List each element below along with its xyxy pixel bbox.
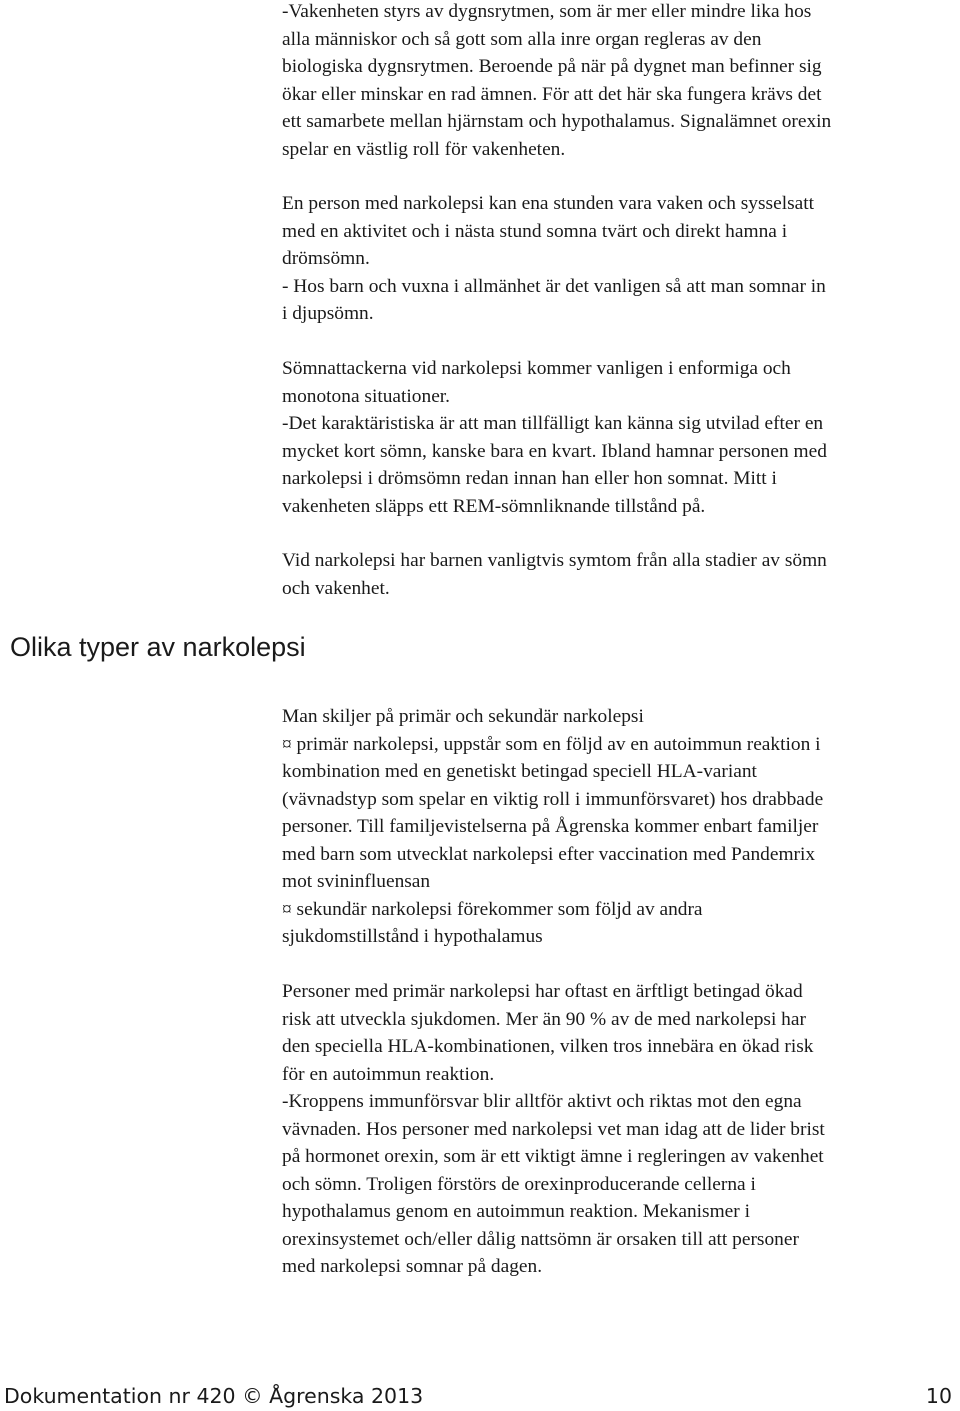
text-line: för en autoimmun reaktion. <box>282 1063 495 1085</box>
text-line: En person med narkolepsi kan ena stunden vara vaken och sysselsatt <box>282 193 815 214</box>
text-line: Vid narkolepsi har barnen vanligtvis symtom från alla stadier av sömn <box>282 550 827 571</box>
section-heading: Olika typer av narkolepsi <box>10 632 306 662</box>
text-line: hypothalamus genom en autoimmun reaktion. Mekanismer i <box>282 1201 750 1222</box>
text-line: personer. Till familjevistelserna på Ågrenska kommer enbart familjer <box>282 816 819 837</box>
text-line: och vakenhet. <box>282 577 390 599</box>
text-line: vävnaden. Hos personer med narkolepsi vet man idag att de lider brist <box>282 1118 825 1140</box>
paragraph-primary-narcolepsy <box>282 978 958 1281</box>
page-number: 10 <box>925 1384 952 1408</box>
text-line: (vävnadstyp som spelar en viktig roll i immunförsvaret) hos drabbade <box>282 788 824 810</box>
text-line: med narkolepsi somnar på dagen. <box>282 1256 543 1277</box>
paragraph-circadian <box>282 0 960 163</box>
paragraph-narcolepsy-types <box>282 703 958 951</box>
text-line: -Kroppens immunförsvar blir alltför aktivt och riktas mot den egna <box>282 1091 802 1112</box>
text-line: Personer med primär narkolepsi har oftast en ärftligt betingad ökad <box>282 981 803 1002</box>
list-item: ¤ sekundär narkolepsi förekommer som följd av andra <box>282 898 703 920</box>
text-line: sjukdomstillstånd i hypothalamus <box>282 926 543 947</box>
text-line: och sömn. Troligen förstörs de orexinproducerande cellerna i <box>282 1173 756 1195</box>
text-line: med barn som utvecklat narkolepsi efter vaccination med Pandemrix <box>282 843 816 865</box>
text-line: kombination med en genetiskt betingad speciell HLA-variant <box>282 761 757 782</box>
text-line: ökar eller minskar en rad ämnen. För att det här ska fungera krävs det <box>282 83 822 105</box>
text-line: narkolepsi i drömsömn redan innan han eller hon somnat. Mitt i <box>282 468 777 489</box>
text-line: Man skiljer på primär och sekundär narkolepsi <box>282 706 644 727</box>
text-line: vakenheten släpps ett REM-sömnliknande tillstånd på. <box>282 495 706 517</box>
text-line: drömsömn. <box>282 248 370 269</box>
text-line: mot svininfluensan <box>282 871 431 892</box>
text-line: ett samarbete mellan hjärnstam och hypothalamus. Signalämnet orexin <box>282 111 832 132</box>
text-line: spelar en västlig roll för vakenheten. <box>282 138 566 160</box>
text-line: monotona situationer. <box>282 385 451 407</box>
text-line: med en aktivitet och i nästa stund somna tvärt och direkt hamna i <box>282 220 788 242</box>
text-line: - Hos barn och vuxna i allmänhet är det vanligen så att man somnar in <box>282 275 826 297</box>
footer-document-info: Dokumentation nr 420 © Ågrenska 2013 <box>4 1384 424 1408</box>
paragraph-children-symptoms <box>282 547 958 602</box>
text-line: biologiska dygnsrytmen. Beroende på när på dygnet man befinner sig <box>282 56 822 77</box>
text-line: på hormonet orexin, som är ett viktigt ämne i regleringen av vakenhet <box>282 1146 824 1167</box>
text-line: den speciella HLA-kombinationen, vilken tros innebära en ökad risk <box>282 1036 814 1057</box>
text-line: -Det karaktäristiska är att man tillfälligt kan känna sig utvilad efter en <box>282 413 824 434</box>
paragraph-sleep-attacks <box>282 355 958 520</box>
text-line: orexinsystemet och/eller dålig nattsömn är orsaken till att personer <box>282 1228 799 1250</box>
text-line: i djupsömn. <box>282 303 374 324</box>
text-line: alla människor och så gott som alla inre organ regleras av den <box>282 28 762 50</box>
text-line: Sömnattackerna vid narkolepsi kommer vanligen i enformiga och <box>282 358 791 379</box>
text-line: mycket kort sömn, kanske bara en kvart. Ibland hamnar personen med <box>282 440 827 462</box>
paragraph-narcolepsy-person <box>282 190 958 328</box>
list-item: ¤ primär narkolepsi, uppstår som en följd av en autoimmun reaktion i <box>282 733 821 755</box>
text-line: risk att utveckla sjukdomen. Mer än 90 % av de med narkolepsi har <box>282 1008 806 1030</box>
text-line: -Vakenheten styrs av dygnsrytmen, som är mer eller mindre lika hos <box>282 1 812 22</box>
